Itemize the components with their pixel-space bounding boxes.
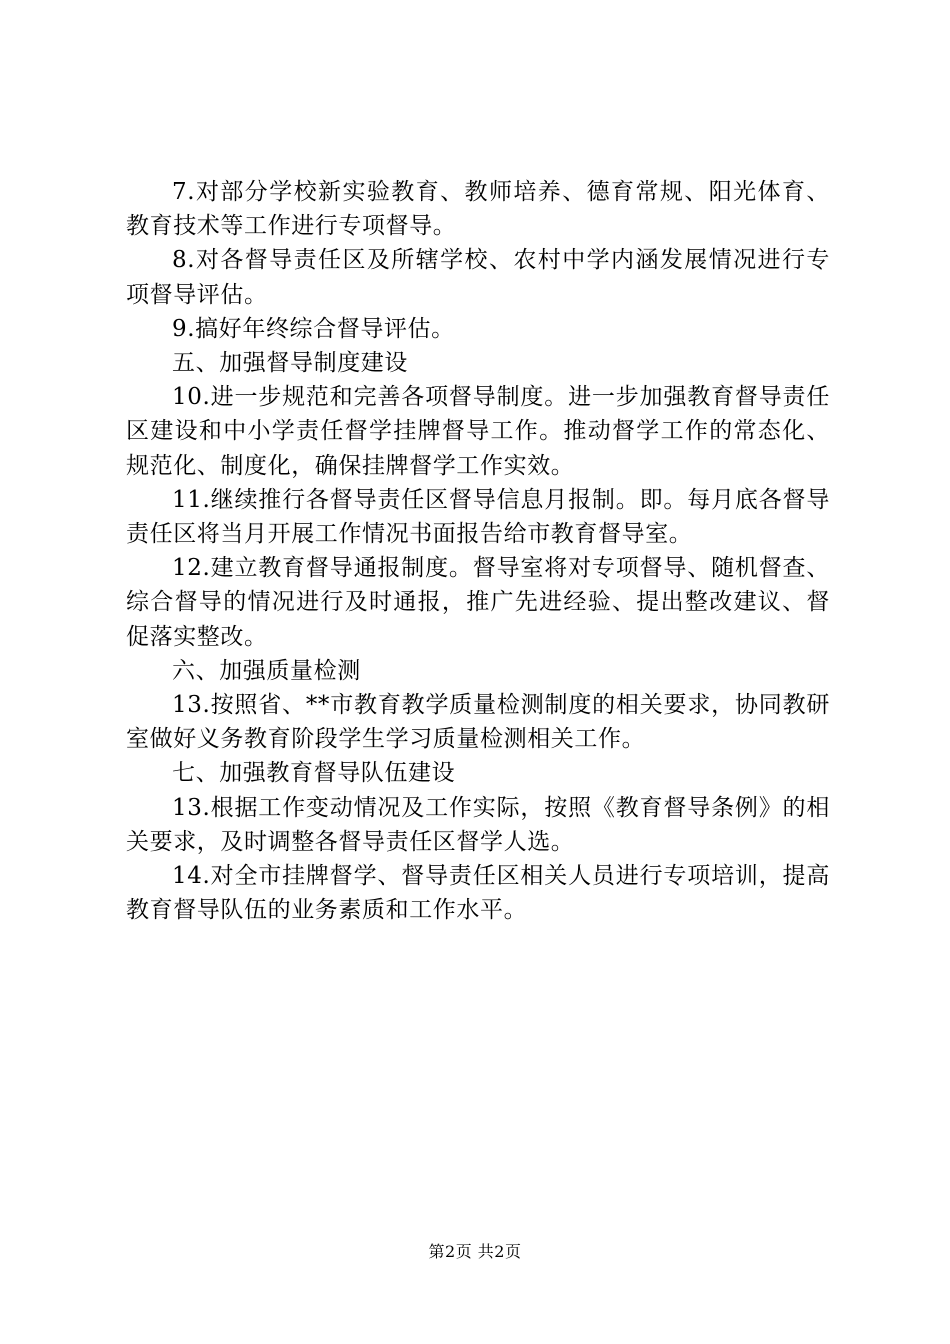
paragraph-item-8: 8.对各督导责任区及所辖学校、农村中学内涵发展情况进行专项督导评估。 [126, 247, 830, 308]
paragraph-item-11: 11.继续推行各督导责任区督导信息月报制。即。每月底各督导责任区将当月开展工作情况书面报告给市教育督导室。 [126, 486, 830, 548]
paragraph-item-10: 10.进一步规范和完善各项督导制度。进一步加强教育督导责任区建设和中小学责任督学挂牌督导工作。推动督学工作的常态化、规范化、制度化，确保挂牌督学工作实效。 [126, 384, 830, 479]
paragraph-item-12: 12.建立教育督导通报制度。督导室将对专项督导、随机督查、综合督导的情况进行及时通报，推广先进经验、提出整改建议、督促落实整改。 [126, 555, 830, 650]
page-footer: 第2页 共2页 [428, 1242, 522, 1261]
paragraph-item-9: 9.搞好年终综合督导评估。 [172, 315, 455, 342]
paragraph-item-13b: 13.根据工作变动情况及工作实际，按照《教育督导条例》的相关要求，及时调整各督导责任区督学人选。 [126, 794, 830, 855]
section-heading-6: 六、加强质量检测 [172, 657, 361, 684]
section-heading-5: 五、加强督导制度建设 [172, 350, 408, 377]
paragraph-item-13a: 13.按照省、**市教育教学质量检测制度的相关要求，协同教研室做好义务教育阶段学生学习质量检测相关工作。 [126, 692, 830, 753]
paragraph-item-14: 14.对全市挂牌督学、督导责任区相关人员进行专项培训，提高教育督导队伍的业务素质和工作水平。 [126, 863, 830, 924]
section-heading-7: 七、加强教育督导队伍建设 [172, 760, 456, 787]
document-body [126, 175, 830, 927]
paragraph-item-7: 7.对部分学校新实验教育、教师培养、德育常规、阳光体育、教育技术等工作进行专项督导。 [126, 179, 830, 240]
